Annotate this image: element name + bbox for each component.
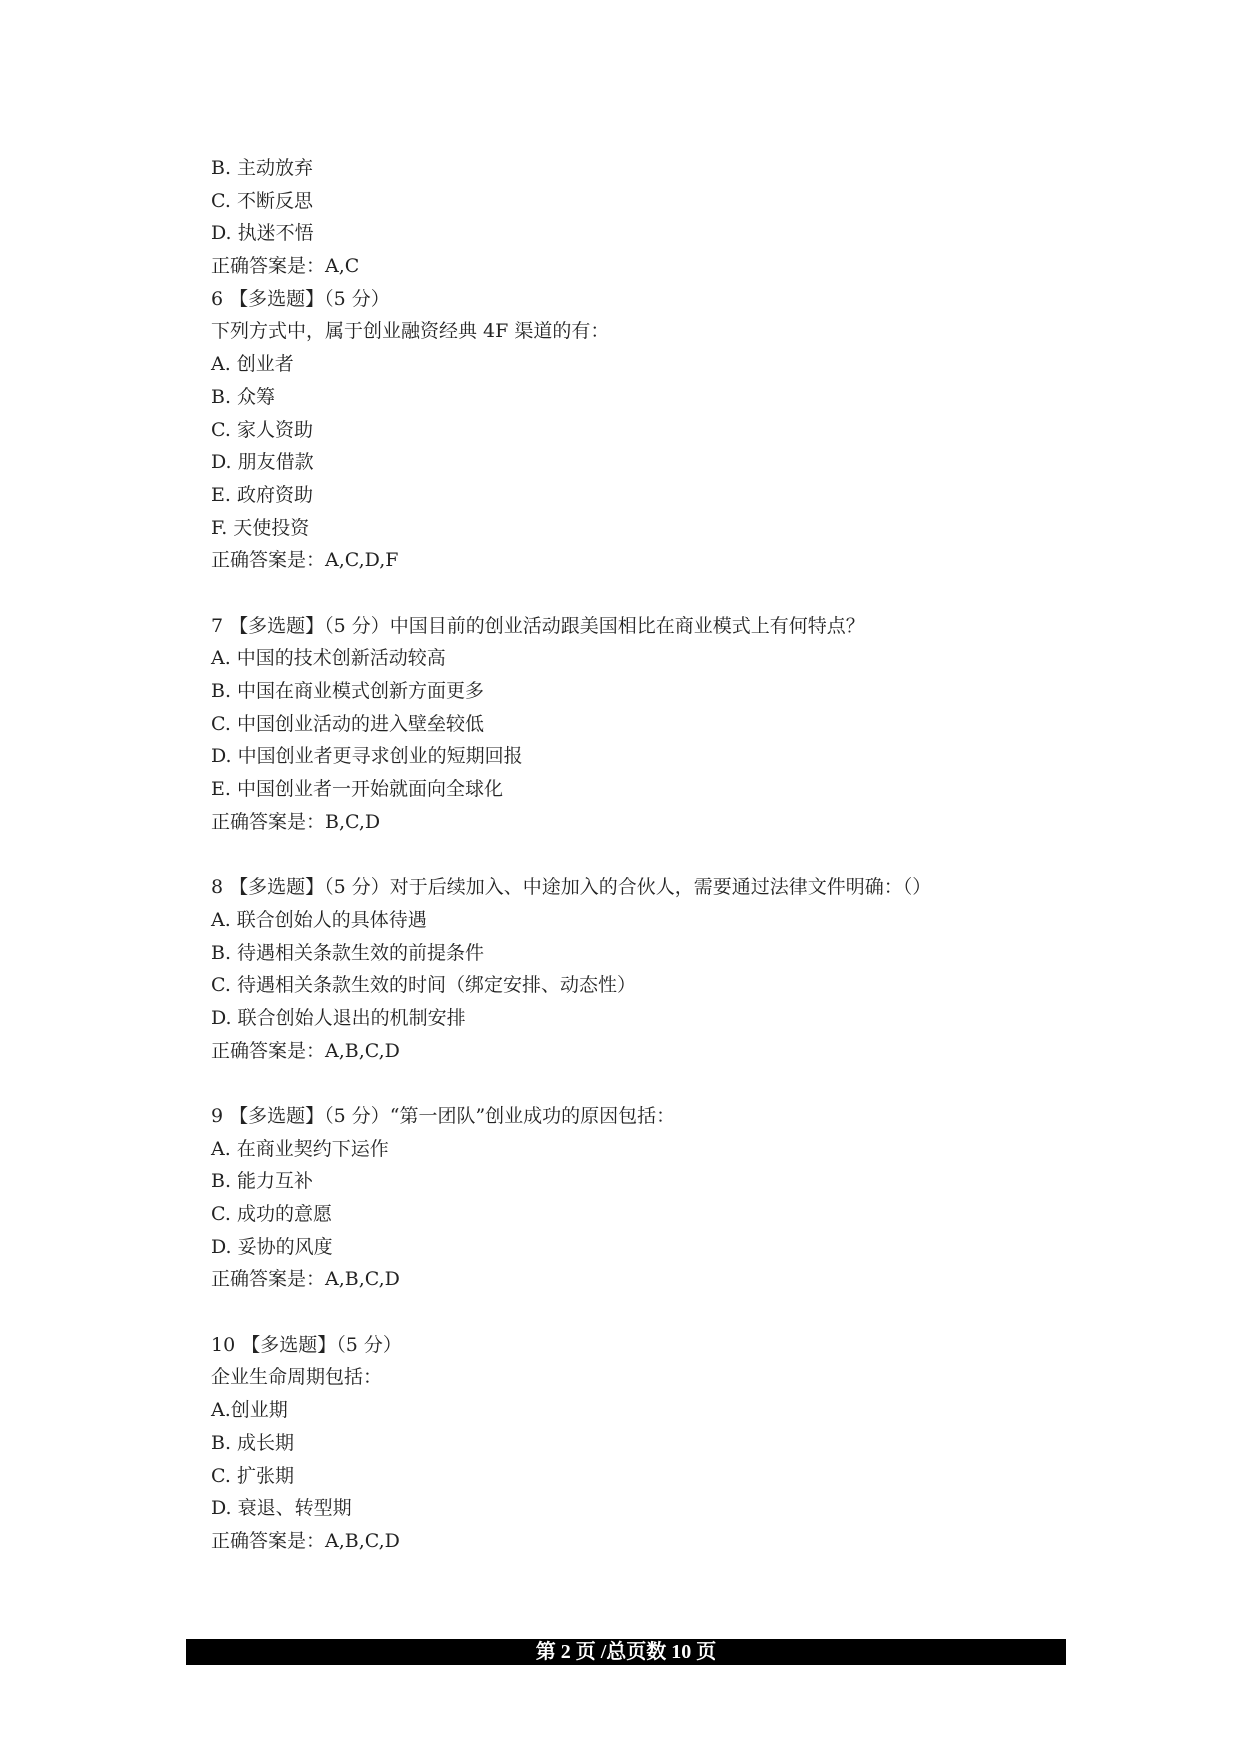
question-header: 6 【多选题】（5 分） — [211, 287, 390, 310]
option-line: D. 妥协的风度 — [211, 1235, 333, 1258]
question-header: 9 【多选题】（5 分）“第一团队”创业成功的原因包括： — [211, 1104, 676, 1127]
option-line: D. 朋友借款 — [211, 451, 314, 474]
option-line: D. 执迷不悟 — [211, 222, 314, 245]
option-line: B. 主动放弃 — [211, 157, 314, 179]
option-line: E. 政府资助 — [211, 483, 313, 506]
option-line: D. 中国创业者更寻求创业的短期回报 — [211, 745, 523, 768]
answer-line: 正确答案是：A,C — [211, 255, 360, 278]
answer-line: 正确答案是：A,B,C,D — [211, 1039, 400, 1062]
question-header: 7 【多选题】（5 分）中国目前的创业活动跟美国相比在商业模式上有何特点？ — [211, 614, 865, 637]
spacer — [211, 838, 1071, 871]
option-line: D. 联合创始人退出的机制安排 — [211, 1006, 466, 1029]
answer-line: 正确答案是：A,B,C,D — [211, 1268, 400, 1291]
question-header: 10 【多选题】（5 分） — [211, 1333, 402, 1356]
answer-line: 正确答案是：A,B,C,D — [211, 1529, 400, 1552]
option-line: A.创业期 — [211, 1399, 288, 1422]
option-line: F. 天使投资 — [211, 516, 310, 539]
option-line: A. 中国的技术创新活动较高 — [211, 647, 446, 670]
option-line: D. 衰退、转型期 — [211, 1497, 352, 1520]
option-line: E. 中国创业者一开始就面向全球化 — [211, 778, 503, 801]
spacer — [211, 577, 1071, 610]
page-footer: 第 2 页 /总页数 10 页 — [186, 1639, 1066, 1665]
option-line: C. 扩张期 — [211, 1464, 294, 1487]
option-line: B. 众筹 — [211, 385, 276, 408]
option-line: C. 成功的意愿 — [211, 1203, 332, 1225]
option-line: A. 在商业契约下运作 — [211, 1137, 389, 1160]
spacer — [211, 1296, 1071, 1329]
option-line: C. 不断反思 — [211, 189, 313, 212]
option-line: C. 待遇相关条款生效的时间（绑定安排、动态性） — [211, 974, 636, 997]
question-header: 8 【多选题】（5 分）对于后续加入、中途加入的合伙人，需要通过法律文件明确：（） — [211, 876, 932, 899]
option-line: C. 中国创业活动的进入壁垒较低 — [211, 712, 484, 735]
option-line: A. 创业者 — [211, 353, 294, 376]
option-line: B. 成长期 — [211, 1431, 295, 1454]
answer-line: 正确答案是：A,C,D,F — [211, 549, 399, 572]
answer-line: 正确答案是：B,C,D — [211, 810, 381, 833]
option-line: B. 中国在商业模式创新方面更多 — [211, 680, 485, 702]
option-line: B. 待遇相关条款生效的前提条件 — [211, 941, 485, 964]
option-line: B. 能力互补 — [211, 1170, 314, 1193]
question-text: 下列方式中，属于创业融资经典 4F 渠道的有： — [211, 320, 610, 343]
spacer — [211, 1067, 1071, 1100]
option-line: C. 家人资助 — [211, 418, 313, 441]
document-body — [211, 152, 1071, 1558]
option-line: A. 联合创始人的具体待遇 — [211, 908, 427, 931]
question-text: 企业生命周期包括： — [211, 1366, 383, 1389]
